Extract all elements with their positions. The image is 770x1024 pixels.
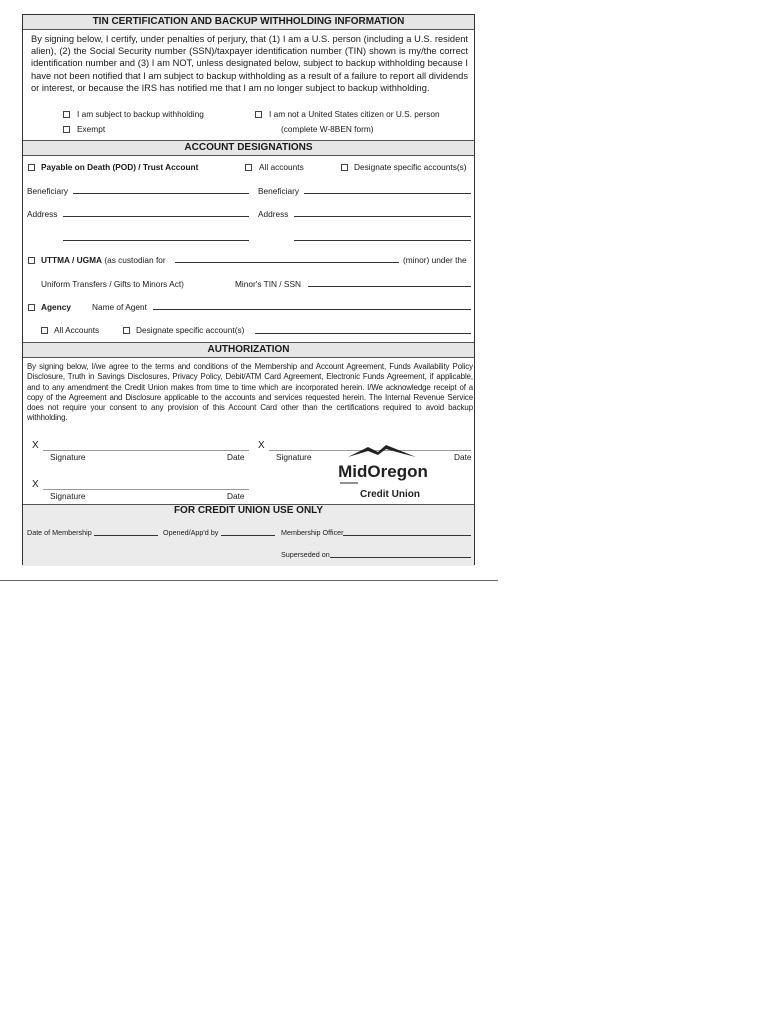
signature-field-1[interactable] (43, 450, 249, 451)
name-of-agent-label: Name of Agent (92, 302, 147, 312)
tin-header: TIN CERTIFICATION AND BACKUP WITHHOLDING INFORMATION (23, 15, 474, 30)
backup-withholding-label: I am subject to backup withholding (77, 109, 204, 119)
uttma-rest-label: (as custodian for (104, 255, 166, 265)
exempt-label: Exempt (77, 124, 106, 134)
not-us-person-label: I am not a United States citizen or U.S. person (269, 109, 440, 119)
signature-x-2: X (258, 440, 265, 451)
uniform-transfers-label: Uniform Transfers / Gifts to Minors Act) (41, 279, 184, 289)
signature-x-3: X (32, 479, 39, 490)
agency-accounts-field[interactable] (255, 333, 471, 334)
opened-by-field[interactable] (221, 535, 275, 536)
designate-specific-checkbox[interactable] (341, 164, 348, 171)
account-designations-header: ACCOUNT DESIGNATIONS (23, 140, 474, 156)
minor-tin-label: Minor's TIN / SSN (235, 279, 301, 289)
uttma-bold-label: UTTMA / UGMA (41, 255, 102, 265)
uttma-label (41, 255, 166, 265)
all-accounts-checkbox[interactable] (245, 164, 252, 171)
all-accounts-label: All accounts (259, 162, 304, 172)
agency-designate-label: Designate specific account(s) (136, 325, 245, 335)
address-line2-field-1[interactable] (63, 240, 249, 241)
membership-form (22, 14, 475, 565)
uttma-checkbox[interactable] (28, 257, 35, 264)
signature-label-3: Signature (50, 491, 86, 501)
signature-field-3[interactable] (43, 489, 249, 490)
w8ben-note: (complete W-8BEN form) (281, 124, 374, 134)
agency-label: Agency (41, 302, 71, 312)
logo-line2: Credit Union (360, 489, 420, 500)
page-separator (0, 580, 498, 581)
signature-x-1: X (32, 440, 39, 451)
agency-checkbox[interactable] (28, 304, 35, 311)
date-label-1: Date (227, 452, 245, 462)
pod-checkbox[interactable] (28, 164, 35, 171)
superseded-on-field[interactable] (330, 557, 471, 558)
date-label-3: Date (227, 491, 245, 501)
agency-designate-checkbox[interactable] (123, 327, 130, 334)
tin-paragraph: By signing below, I certify, under penalties of perjury, that (1) I am a U.S. person (including a U.S. resident alien), (2) the Social Security number (SSN)/taxpayer identification number (TIN) shown is my/the correct identification number and (3) I am NOT, unless designated below, subject to backup withholding because I have not been notified that I am subject to backup withholding as a result of a failure to report all dividends or interest, or because the IRS has notified me that I am no longer subject to backup withholding. (31, 34, 468, 93)
authorization-header: AUTHORIZATION (23, 342, 474, 358)
opened-by-label: Opened/App'd by (163, 528, 219, 537)
beneficiary-field-2[interactable] (304, 193, 471, 194)
superseded-on-label: Superseded on (281, 550, 330, 559)
address-label-1: Address (27, 209, 58, 219)
pod-label: Payable on Death (POD) / Trust Account (41, 162, 199, 172)
not-us-person-checkbox[interactable] (255, 111, 262, 118)
agent-name-field[interactable] (153, 309, 471, 310)
minor-tin-field[interactable] (308, 286, 471, 287)
address-field-1[interactable] (63, 216, 249, 217)
exempt-checkbox[interactable] (63, 126, 70, 133)
address-line2-field-2[interactable] (294, 240, 471, 241)
logo-line1: MidOregon (338, 462, 428, 481)
agency-all-accounts-checkbox[interactable] (41, 327, 48, 334)
backup-withholding-checkbox[interactable] (63, 111, 70, 118)
authorization-paragraph: By signing below, I/we agree to the terms and conditions of the Membership and Account Agreement, Funds Availability Policy Disclosure, Truth in Savings Disclosures, Privacy Policy, Debit/ATM Card Agreement, Electronic Funds Agreement, if applicable, and to any amendment the Credit Union makes from time to time which are incorporated herein. I/We acknowledge receipt of a copy of the Agreement and Disclosure applicable to the accounts and services requested herein. The Internal Revenue Service does not require your consent to any provision of this Account Card other than the certifications required to avoid backup withholding. (27, 362, 473, 423)
custodian-field[interactable] (175, 262, 399, 263)
membership-officer-field[interactable] (343, 535, 471, 536)
beneficiary-label-1: Beneficiary (27, 186, 69, 196)
mountain-logo-icon (334, 439, 432, 501)
midoregon-logo (334, 439, 432, 501)
beneficiary-label-2: Beneficiary (258, 186, 300, 196)
date-of-membership-label: Date of Membership (27, 528, 92, 537)
agency-all-accounts-label: All Accounts (54, 325, 100, 335)
signature-label-2: Signature (276, 452, 312, 462)
address-label-2: Address (258, 209, 289, 219)
minor-under-label: (minor) under the (403, 255, 467, 265)
designate-specific-label: Designate specific accounts(s) (354, 162, 467, 172)
date-of-membership-field[interactable] (94, 535, 158, 536)
beneficiary-field-1[interactable] (73, 193, 249, 194)
date-label-2: Date (454, 452, 472, 462)
address-field-2[interactable] (294, 216, 471, 217)
signature-label-1: Signature (50, 452, 86, 462)
membership-officer-label: Membership Officer (281, 528, 344, 537)
cu-use-header: FOR CREDIT UNION USE ONLY (173, 505, 324, 516)
